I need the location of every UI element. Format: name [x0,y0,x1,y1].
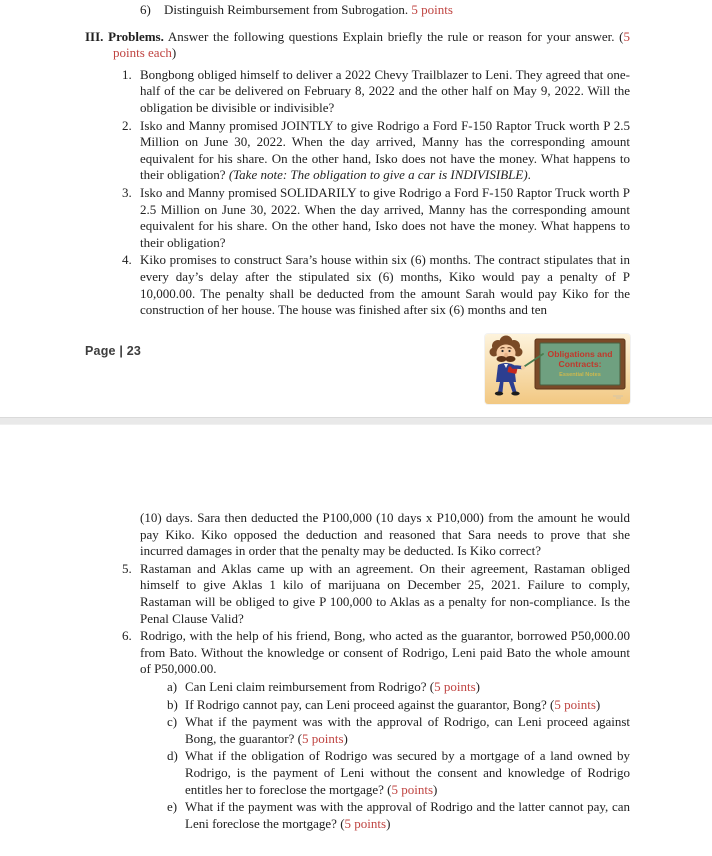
teacher-chalkboard-image [485,334,630,404]
list-marker: b) [167,696,178,712]
board-caption: Essential Notes [559,372,601,378]
problem-item-4-continuation [122,510,712,560]
problem-list [0,67,712,319]
document-page-2 [0,425,712,856]
chalkboard [535,339,625,389]
arm [513,367,522,368]
problem-item-5 [122,561,712,627]
list-marker: a) [167,678,178,694]
subquestion-d [167,748,712,798]
question-6-line [140,2,610,19]
subquestion-text: If Rodrigo cannot pay, can Leni proceed against the guarantor, Bong? (5 points) [185,696,601,712]
problem-item-6 [122,628,712,678]
right-eye [508,350,510,352]
subquestion-text: What if the obligation of Rodrigo was secured by a mortgage of a land owned by Rodrigo, is the payment of Leni without the consent and knowledge of Rodrigo entitles her to foreclose the mortgage? (5 points) [185,748,630,797]
problem-item-text: Rastaman and Aklas came up with an agreement. On their agreement, Rastaman obliged himself to give Aklas 1 kilo of marijuana on December 25, 2021. Failure to comply, Rastaman will be obliged to give P 100,000 to Aklas as a penalty for non-compliance. Is the Penal Clause Valid? [140,560,630,626]
board-title-line2: Contracts: [558,359,602,369]
list-marker: 3. [122,184,132,200]
problem-list-continued [0,510,712,678]
question-6-text: Distinguish Reimbursement from Subrogation. 5 points [164,2,453,17]
problem-item-text: (10) days. Sara then deducted the P100,000 (10 days x P10,000) from the amount he would pay Kiko. Kiko opposed the deduction and reasoned that Sara needs to prove that she incurred damages in order that the penalty may be deducted. Is Kiko correct? [140,510,630,559]
left-shoe [495,392,503,396]
problem-item-text: Isko and Manny promised JOINTLY to give Rodrigo a Ford F-150 Raptor Truck worth P 2.5 Million on June 30, 2022. When the day arrived, Manny has the corresponding amount equivalent for his share. On the other hand, Isko does not have the money. What happens to their obligation? (Take note: The obligation to give a car is INDIVISIBLE). [140,117,630,183]
subquestion-e [167,799,712,832]
problem-6-subquestions [0,679,712,832]
obligations-contracts-illustration [485,334,630,404]
page-gap-divider [0,417,712,425]
list-marker: d) [167,748,178,764]
subquestion-b [167,697,712,714]
problem-item-4 [122,252,712,318]
right-shoe [511,392,519,396]
list-marker: 6) [140,2,151,17]
problem-item-3 [122,185,712,251]
list-marker: c) [167,714,178,730]
hand [521,365,525,369]
list-marker [122,510,140,560]
subquestion-text: What if the payment was with the approval of Rodrigo, can Leni proceed against Bong, the guarantor? (5 points) [185,714,630,746]
list-marker: 6. [122,628,132,644]
list-marker: 1. [122,66,132,82]
nose [504,353,508,357]
page-number-footer: Page | 23 [85,344,142,358]
subquestion-text: Can Leni claim reimbursement from Rodrigo? (5 points) [185,678,480,694]
list-marker: 5. [122,560,132,576]
list-marker: 4. [122,252,132,268]
problem-item-text: Bongbong obliged himself to deliver a 2022 Chevy Trailblazer to Leni. They agreed that one-half of the car be delivered on February 8, 2022 and the other half on May 9, 2022. Will the obligation be divisible or indivisible? [140,66,630,115]
list-marker: 2. [122,117,132,133]
subquestion-a [167,679,712,696]
document-page-1 [0,0,712,417]
list-marker: e) [167,799,178,815]
problem-item-2 [122,118,712,184]
subquestion-c [167,714,712,747]
problem-item-text: Rodrigo, with the help of his friend, Bong, who acted as the guarantor, borrowed P50,000.00 from Bato. Without the knowledge or consent of Rodrigo, Leni paid Bato the whole amount of P50,000.00. [140,628,630,677]
subquestion-text: What if the payment was with the approval of Rodrigo and the latter cannot pay, can Leni foreclose the mortgage? (5 points) [185,799,630,831]
board-title-line1: Obligations and [547,349,613,359]
section-iii-heading: III. Problems. Answer the following questions Explain briefly the rule or reason for your answer. (5 points each) [85,28,630,61]
problem-item-text: Isko and Manny promised SOLIDARILY to give Rodrigo a Ford F-150 Raptor Truck worth P 2.5 Million on June 30, 2022. When the day arrived, Manny has the corresponding amount equivalent for his share. On the other hand, Isko does not have the money. What happens to their obligation? [140,184,630,250]
problem-item-1 [122,67,712,117]
problem-item-text: Kiko promises to construct Sara’s house within six (6) months. The contract stipulates that in every day’s delay after the stipulated six (6) months, Kiko would pay a penalty of P 10,000.00. The penalty shall be deducted from the amount Sarah would pay Kiko for the construction of her house. The house was finished after six (6) months and ten [140,252,630,318]
left-eye [501,350,503,352]
